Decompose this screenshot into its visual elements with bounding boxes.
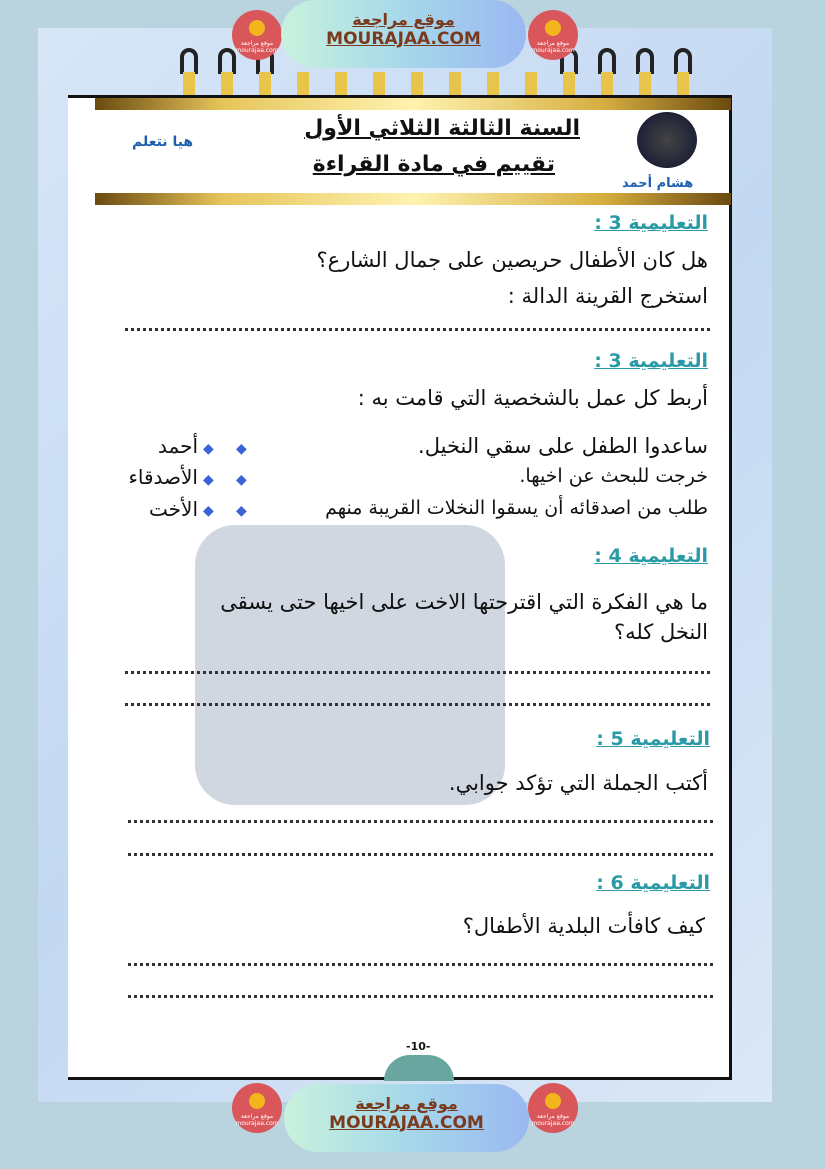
answer-line[interactable] [128,963,713,966]
binder-tab [335,72,347,96]
question-text: أربط كل عمل بالشخصية التي قامت به : [357,386,708,410]
header-title: السنة الثالثة الثلاثي الأول [304,116,580,141]
binder-tab [221,72,233,96]
binder-tab [601,72,613,96]
binder-tab [259,72,271,96]
character-item: الأصدقاء [128,465,198,489]
question-text: استخرج القرينة الدالة : [507,284,708,308]
binder-tab [487,72,499,96]
site-watermark-top[interactable] [281,0,526,68]
header-gold-bar-bottom [95,193,731,205]
binder-tab [449,72,461,96]
binder-ring-icon [598,48,616,74]
binder-tab [411,72,423,96]
section-heading: التعليمية 6 : [596,872,710,894]
site-name-latin[interactable]: MOURAJAA.COM [329,1113,484,1133]
answer-line[interactable] [125,703,710,706]
site-badge-icon: موقع مراجعة mourajaa.com [528,1083,578,1133]
binder-tab [373,72,385,96]
binder-ring-icon [636,48,654,74]
answer-line[interactable] [128,820,713,823]
binder-tab [297,72,309,96]
binder-tab [183,72,195,96]
question-text: هل كان الأطفال حريصين على جمال الشارع؟ [316,248,708,272]
header-subtitle: تقييم في مادة القراءة [312,152,555,177]
answer-line[interactable] [128,853,713,856]
author-name: هشام أحمد [622,176,694,191]
section-heading: التعليمية 5 : [596,728,710,750]
match-dot-icon[interactable]: ◆ [203,441,214,457]
answer-line[interactable] [125,671,710,674]
question-text: النخل كله؟ [613,620,708,644]
binder-tab [525,72,537,96]
section-heading: التعليمية 3 : [594,350,708,372]
binder-ring-icon [180,48,198,74]
site-name-arabic: موقع مراجعة [352,10,455,29]
character-item: الأخت [149,497,198,521]
site-badge-icon: موقع مراجعة mourajaa.com [232,10,282,60]
action-item: ساعدوا الطفل على سقي النخيل. [418,434,708,458]
match-dot-icon[interactable]: ◆ [236,472,247,488]
watermark-image [195,525,505,805]
binder-tab [639,72,651,96]
binder-tab [677,72,689,96]
site-badge-icon: موقع مراجعة mourajaa.com [232,1083,282,1133]
question-text: أكتب الجملة التي تؤكد جوابي. [448,771,708,795]
action-item: طلب من اصدقائه أن يسقوا النخلات القريبة منهم [325,497,708,519]
match-dot-icon[interactable]: ◆ [236,441,247,457]
question-text: ما هي الفكرة التي اقترحتها الاخت على اخيها حتى يسقى [220,590,708,614]
header-gold-bar-top [95,98,731,110]
author-avatar [637,112,697,168]
page-number: -10- [406,1040,431,1053]
answer-line[interactable] [128,995,713,998]
site-badge-icon: موقع مراجعة mourajaa.com [528,10,578,60]
binder-ring-icon [674,48,692,74]
left-logo-text: هيا نتعلم [132,134,194,150]
answer-line[interactable] [125,328,710,331]
site-watermark-bottom[interactable] [284,1084,529,1152]
question-text: كيف كافأت البلدية الأطفال؟ [462,914,705,938]
action-item: خرجت للبحث عن اخيها. [519,465,708,487]
match-dot-icon[interactable]: ◆ [203,503,214,519]
match-dot-icon[interactable]: ◆ [203,472,214,488]
binder-ring-icon [218,48,236,74]
character-item: أحمد [158,434,198,458]
site-name-arabic: موقع مراجعة [355,1094,458,1113]
binder-tab [563,72,575,96]
section-heading: التعليمية 4 : [594,545,708,567]
site-name-latin[interactable]: MOURAJAA.COM [326,29,481,49]
match-dot-icon[interactable]: ◆ [236,503,247,519]
section-heading: التعليمية 3 : [594,212,708,234]
